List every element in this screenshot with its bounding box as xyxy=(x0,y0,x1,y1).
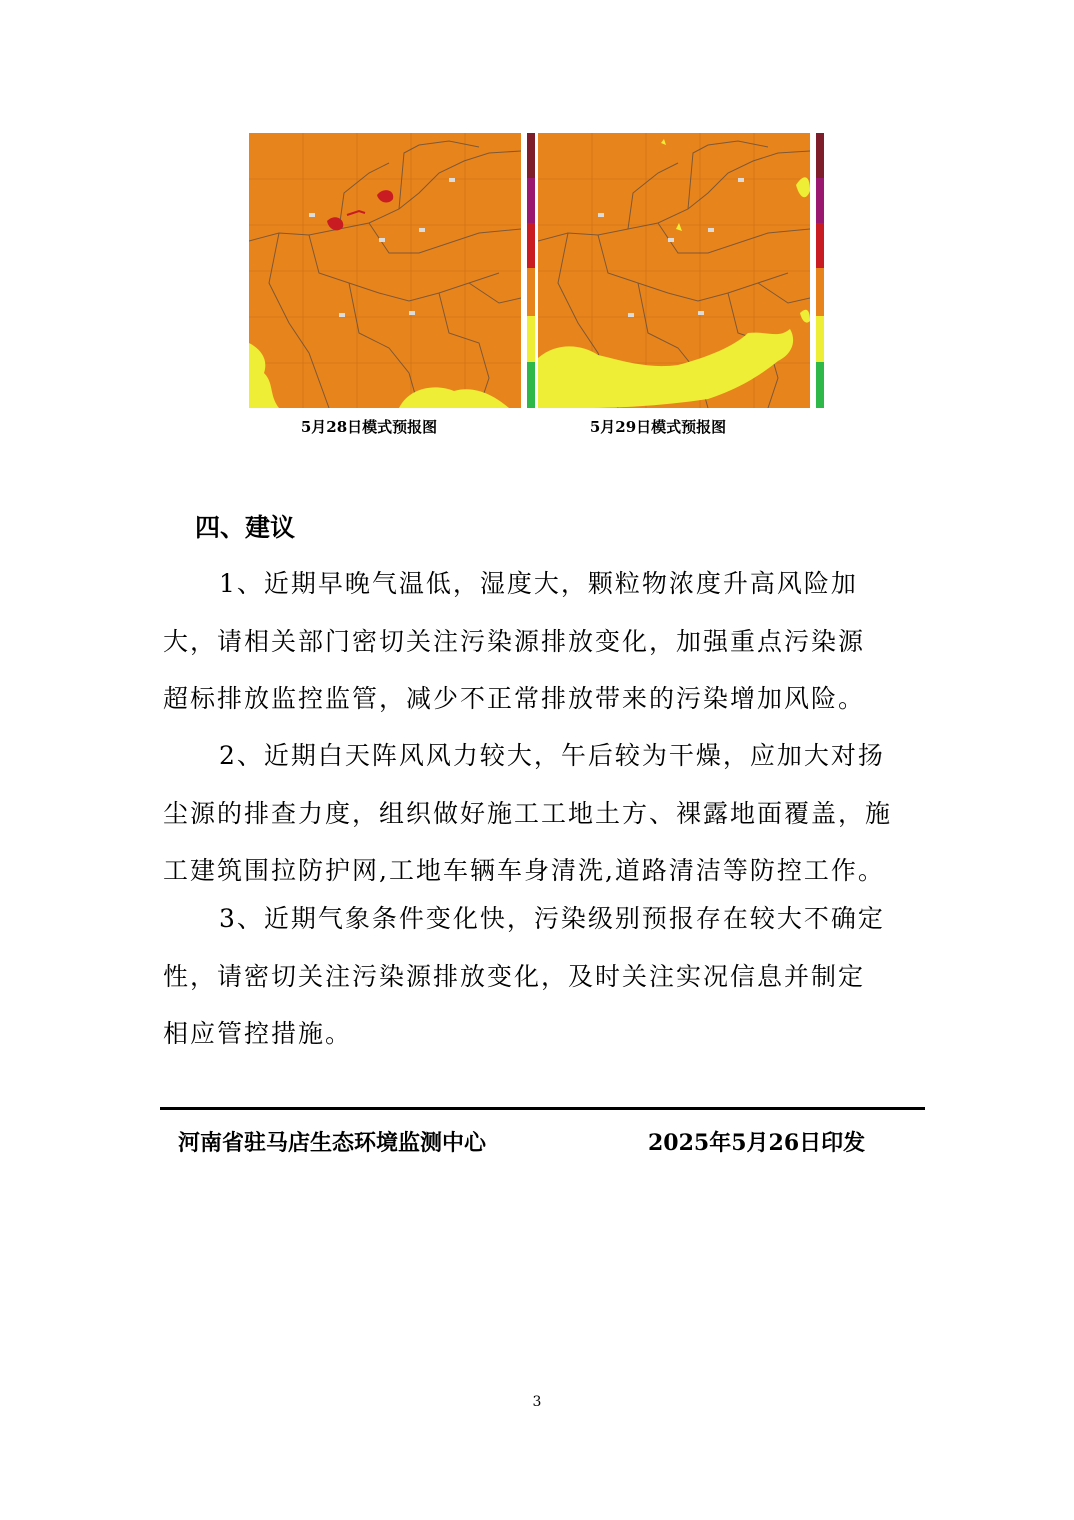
paragraph-3 xyxy=(163,890,915,1063)
paragraph-line: 超标排放监控监管，减少不正常排放带来的污染增加风险。 xyxy=(163,684,866,713)
forecast-map-may28-graphic xyxy=(249,133,521,408)
forecast-map-may28 xyxy=(249,133,521,408)
page-number: 3 xyxy=(532,1394,542,1410)
legend-swatch xyxy=(527,223,535,268)
figure-caption-1: 5月28日模式预报图 xyxy=(300,418,438,436)
paragraph-line: 工建筑围拉防护网,工地车辆车身清洗,道路清洁等防控工作。 xyxy=(163,856,885,885)
paragraph-line: 大，请相关部门密切关注污染源排放变化，加强重点污染源 xyxy=(163,626,866,656)
legend-swatch xyxy=(527,268,535,316)
paragraph-line: 1、近期早晚气温低，湿度大，颗粒物浓度升高风险加 xyxy=(219,569,858,598)
paragraph-line: 相应管控措施。 xyxy=(163,1019,353,1048)
legend-swatch xyxy=(816,362,824,408)
forecast-map-may29-graphic xyxy=(538,133,810,408)
legend-swatch xyxy=(816,268,824,316)
legend-swatch xyxy=(816,223,824,268)
legend-swatch xyxy=(527,178,535,223)
figure-caption-2: 5月29日模式预报图 xyxy=(589,418,727,436)
paragraph-line: 2、近期白天阵风风力较大，午后较为干燥，应加大对扬 xyxy=(219,741,885,770)
paragraph-line: 3、近期气象条件变化快，污染级别预报存在较大不确定 xyxy=(219,904,885,933)
legend-swatch xyxy=(816,178,824,223)
paragraph-line: 尘源的排查力度，组织做好施工工地土方、裸露地面覆盖，施 xyxy=(163,798,893,828)
legend-swatch xyxy=(527,362,535,408)
footer-organization: 河南省驻马店生态环境监测中心 xyxy=(178,1130,487,1156)
legend-swatch xyxy=(816,316,824,362)
paragraph-1 xyxy=(163,555,915,728)
legend-swatch xyxy=(527,316,535,362)
footer-divider xyxy=(160,1107,925,1110)
paragraph-2 xyxy=(163,727,915,900)
forecast-map-may29 xyxy=(538,133,810,408)
section-heading: 四、建议 xyxy=(195,513,296,542)
footer-issue-date: 2025年5月26日印发 xyxy=(648,1130,866,1156)
color-legend-1 xyxy=(527,133,535,408)
paragraph-line: 性，请密切关注污染源排放变化，及时关注实况信息并制定 xyxy=(163,961,866,991)
color-legend-2 xyxy=(816,133,824,408)
legend-swatch xyxy=(527,133,535,178)
legend-swatch xyxy=(816,133,824,178)
